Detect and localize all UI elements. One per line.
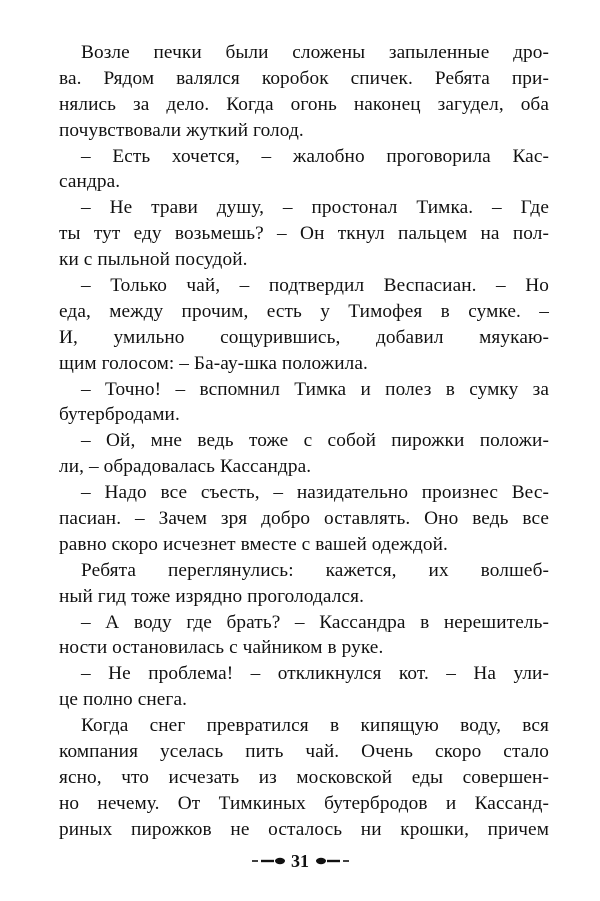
- text-line: ты тут еду возьмешь? – Он ткнул пальцем на пол-: [59, 223, 549, 245]
- text-line: еда, между прочим, есть у Тимофея в сумке. –: [59, 300, 549, 322]
- text-line: це полно снега.: [59, 689, 188, 711]
- text-line: Ребята переглянулись: кажется, их волшеб-: [81, 559, 549, 581]
- text-line: – Есть хочется, – жалобно проговорила Кас-: [81, 145, 549, 167]
- text-line: пасиан. – Зачем зря добро оставлять. Оно ведь все: [59, 508, 549, 530]
- text-line: равно скоро исчезнет вместе с вашей одеждой.: [59, 533, 448, 555]
- text-line: Возле печки были сложены запыленные дро-: [81, 42, 549, 63]
- text-line: компания уселась пить чай. Очень скоро стало: [59, 741, 549, 763]
- text-line: Когда снег превратился в кипящую воду, вся: [81, 715, 549, 737]
- text-line: но нечему. От Тимкиных бутербродов и Кассанд-: [59, 792, 549, 814]
- text-line: нялись за дело. Когда огонь наконец загудел, оба: [59, 93, 549, 115]
- text-line: бутербродами.: [59, 404, 180, 426]
- text-line: – Только чай, – подтвердил Веспасиан. – Но: [81, 275, 549, 297]
- text-line: – Точно! – вспомнил Тимка и полез в сумку за: [81, 378, 549, 400]
- text-line: ясно, что исчезать из московской еды совершен-: [59, 766, 549, 788]
- text-line: ли, – обрадовалась Кассандра.: [59, 456, 312, 478]
- text-line: ности остановилась с чайником в руке.: [59, 637, 384, 659]
- page-body: [59, 40, 549, 843]
- text-line: щим голосом: – Ба-ау-шка положила.: [59, 352, 368, 374]
- page-number: 31: [291, 850, 309, 871]
- text-line: риных пирожков не осталось ни крошки, причем: [59, 818, 549, 840]
- text-line: ки с пыльной посудой.: [59, 249, 248, 271]
- text-line: И, умильно сощурившись, добавил мяукаю-: [59, 326, 549, 348]
- text-line: ный гид тоже изрядно проголодался.: [59, 585, 365, 607]
- text-line: – Ой, мне ведь тоже с собой пирожки положи-: [81, 430, 549, 452]
- text-line: сандра.: [59, 171, 121, 193]
- left-ornament-icon: [252, 857, 286, 865]
- text-line: – Не проблема! – откликнулся кот. – На ули-: [81, 663, 549, 685]
- text-line: почувствовали жуткий голод.: [59, 119, 304, 141]
- right-ornament-icon: [315, 857, 349, 865]
- text-line: – Надо все съесть, – назидательно произнес Вес-: [81, 482, 549, 504]
- text-line: – А воду где брать? – Кассандра в нерешитель-: [81, 611, 549, 633]
- page-footer: [0, 848, 600, 872]
- text-line: ва. Рядом валялся коробок спичек. Ребята при-: [59, 67, 549, 89]
- text-line: – Не трави душу, – простонал Тимка. – Где: [81, 197, 549, 219]
